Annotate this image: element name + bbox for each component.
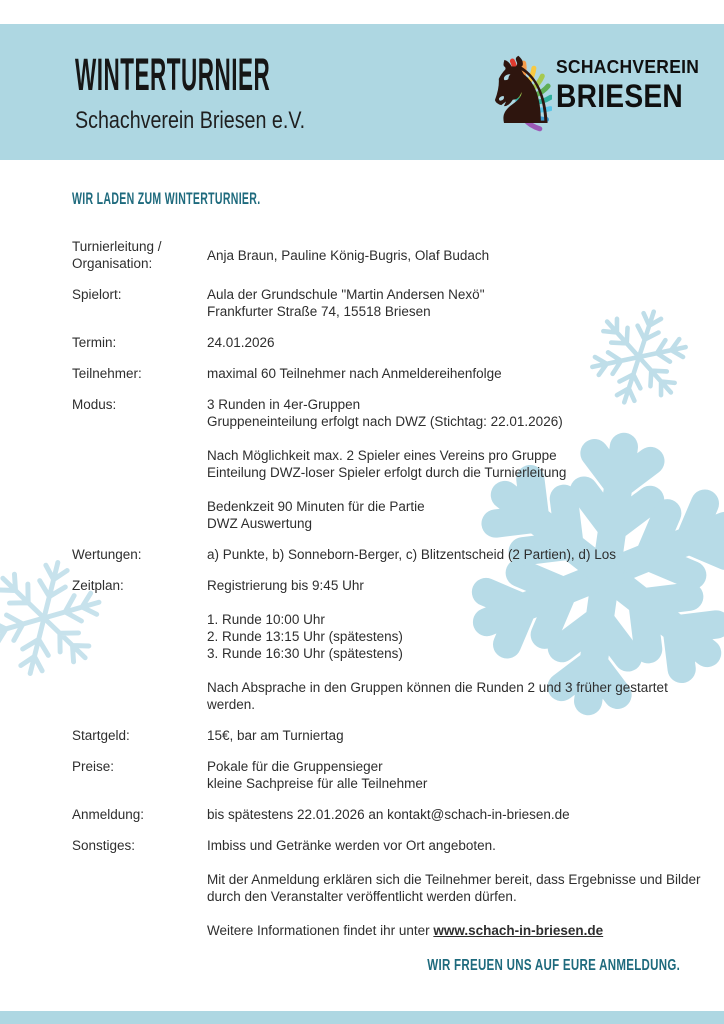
blank-line xyxy=(207,854,717,871)
field-value-line: 3 Runden in 4er-Gruppen xyxy=(207,397,361,412)
club-logo-text xyxy=(556,53,704,139)
field-label-line: Teilnehmer: xyxy=(72,366,142,381)
field-label xyxy=(72,396,207,532)
field-value-line: 3. Runde 16:30 Uhr (spätestens) xyxy=(207,646,403,661)
link-prefix-text: Weitere Informationen findet ihr unter xyxy=(207,923,434,938)
field-value xyxy=(207,727,717,744)
field-label-line: Spielort: xyxy=(72,287,122,302)
field-label xyxy=(72,727,207,744)
field-label-line: Termin: xyxy=(72,335,117,350)
field-value xyxy=(207,546,717,563)
field-label xyxy=(72,577,207,713)
details-list xyxy=(72,238,717,939)
field-label-line: Sonstiges: xyxy=(72,838,136,853)
field-value-line: 15€, bar am Turniertag xyxy=(207,728,344,743)
main-content xyxy=(72,190,717,953)
field-value-line: bis spätestens 22.01.2026 an kontakt@schach-in-briesen.de xyxy=(207,807,570,822)
page-title: WINTERTURNIER xyxy=(75,49,271,100)
blank-line xyxy=(207,430,717,447)
detail-row xyxy=(72,334,717,351)
field-value-line: Frankfurter Straße 74, 15518 Briesen xyxy=(207,304,431,319)
field-value xyxy=(207,286,717,320)
field-value-line: Gruppeneinteilung erfolgt nach DWZ (Stichtag: 22.01.2026) xyxy=(207,414,563,429)
field-value xyxy=(207,247,717,264)
field-label-line: Wertungen: xyxy=(72,547,142,562)
website-link[interactable]: www.schach-in-briesen.de xyxy=(433,923,604,938)
field-label xyxy=(72,238,207,272)
field-label xyxy=(72,365,207,382)
field-value-line: DWZ Auswertung xyxy=(207,516,313,531)
field-value xyxy=(207,365,717,382)
detail-row xyxy=(72,727,717,744)
field-label xyxy=(72,806,207,823)
field-label-line: Startgeld: xyxy=(72,728,130,743)
field-label xyxy=(72,286,207,320)
field-value-line: durch den Veranstalter veröffentlicht werden dürfen. xyxy=(207,889,517,904)
detail-row xyxy=(72,396,717,532)
detail-row xyxy=(72,837,717,939)
field-value-line: Nach Möglichkeit max. 2 Spieler eines Vereins pro Gruppe xyxy=(207,448,557,463)
field-value-line: Pokale für die Gruppensieger xyxy=(207,759,383,774)
field-value-line: Einteilung DWZ-loser Spieler erfolgt durch die Turnierleitung xyxy=(207,465,567,480)
field-label-line: Turnierleitung / xyxy=(72,239,162,254)
blank-line xyxy=(207,481,717,498)
knight-glyph: ♞ xyxy=(480,38,563,145)
field-value-line: Nach Absprache in den Gruppen können die Runden 2 und 3 früher gestartet werden. xyxy=(207,680,668,712)
detail-row xyxy=(72,238,717,272)
blank-line xyxy=(207,905,717,922)
club-logo xyxy=(480,38,704,145)
field-value-line xyxy=(207,922,717,939)
blank-line xyxy=(207,594,717,611)
field-value-line: Registrierung bis 9:45 Uhr xyxy=(207,578,364,593)
field-value-line: kleine Sachpreise für alle Teilnehmer xyxy=(207,776,428,791)
field-value-line: maximal 60 Teilnehmer nach Anmeldereihenfolge xyxy=(207,366,502,381)
field-label xyxy=(72,758,207,792)
field-value xyxy=(207,577,717,713)
club-name-bottom: BRIESEN xyxy=(556,78,684,114)
field-label xyxy=(72,334,207,351)
field-label-line: Modus: xyxy=(72,397,117,412)
detail-row xyxy=(72,546,717,563)
closing-message: WIR FREUEN UNS AUF EURE ANMELDUNG. xyxy=(427,957,680,974)
club-name-top: SCHACHVEREIN xyxy=(556,57,700,77)
footer-band xyxy=(0,1011,724,1024)
field-value xyxy=(207,806,717,823)
page-subtitle: Schachverein Briesen e.V. xyxy=(75,106,306,134)
field-label-line: Anmeldung: xyxy=(72,807,145,822)
field-value-line: Mit der Anmeldung erklären sich die Teilnehmer bereit, dass Ergebnisse und Bilder xyxy=(207,872,701,887)
field-label-line: Zeitplan: xyxy=(72,578,124,593)
field-value-line: Imbiss und Getränke werden vor Ort angeboten. xyxy=(207,838,496,853)
field-value xyxy=(207,396,717,532)
field-value-line: a) Punkte, b) Sonneborn-Berger, c) Blitzentscheid (2 Partien), d) Los xyxy=(207,547,616,562)
intro-heading: WIR LADEN ZUM WINTERTURNIER. xyxy=(72,189,261,208)
detail-row xyxy=(72,758,717,792)
field-label-line: Preise: xyxy=(72,759,115,774)
detail-row xyxy=(72,577,717,713)
field-value-line: 1. Runde 10:00 Uhr xyxy=(207,612,325,627)
field-value-line: Aula der Grundschule "Martin Andersen Nexö" xyxy=(207,287,485,302)
field-label xyxy=(72,546,207,563)
field-value-line: Anja Braun, Pauline König-Bugris, Olaf Budach xyxy=(207,247,490,263)
field-value xyxy=(207,334,717,351)
field-value-line: Bedenkzeit 90 Minuten für die Partie xyxy=(207,499,425,514)
detail-row xyxy=(72,806,717,823)
header xyxy=(75,49,465,135)
chess-knight-icon xyxy=(480,38,563,145)
field-value xyxy=(207,758,717,792)
field-value xyxy=(207,837,717,939)
blank-line xyxy=(207,662,717,679)
detail-row xyxy=(72,365,717,382)
field-value-line: 24.01.2026 xyxy=(207,335,275,350)
field-label-line: Organisation: xyxy=(72,256,153,271)
field-label xyxy=(72,837,207,939)
detail-row xyxy=(72,286,717,320)
field-value-line: 2. Runde 13:15 Uhr (spätestens) xyxy=(207,629,403,644)
